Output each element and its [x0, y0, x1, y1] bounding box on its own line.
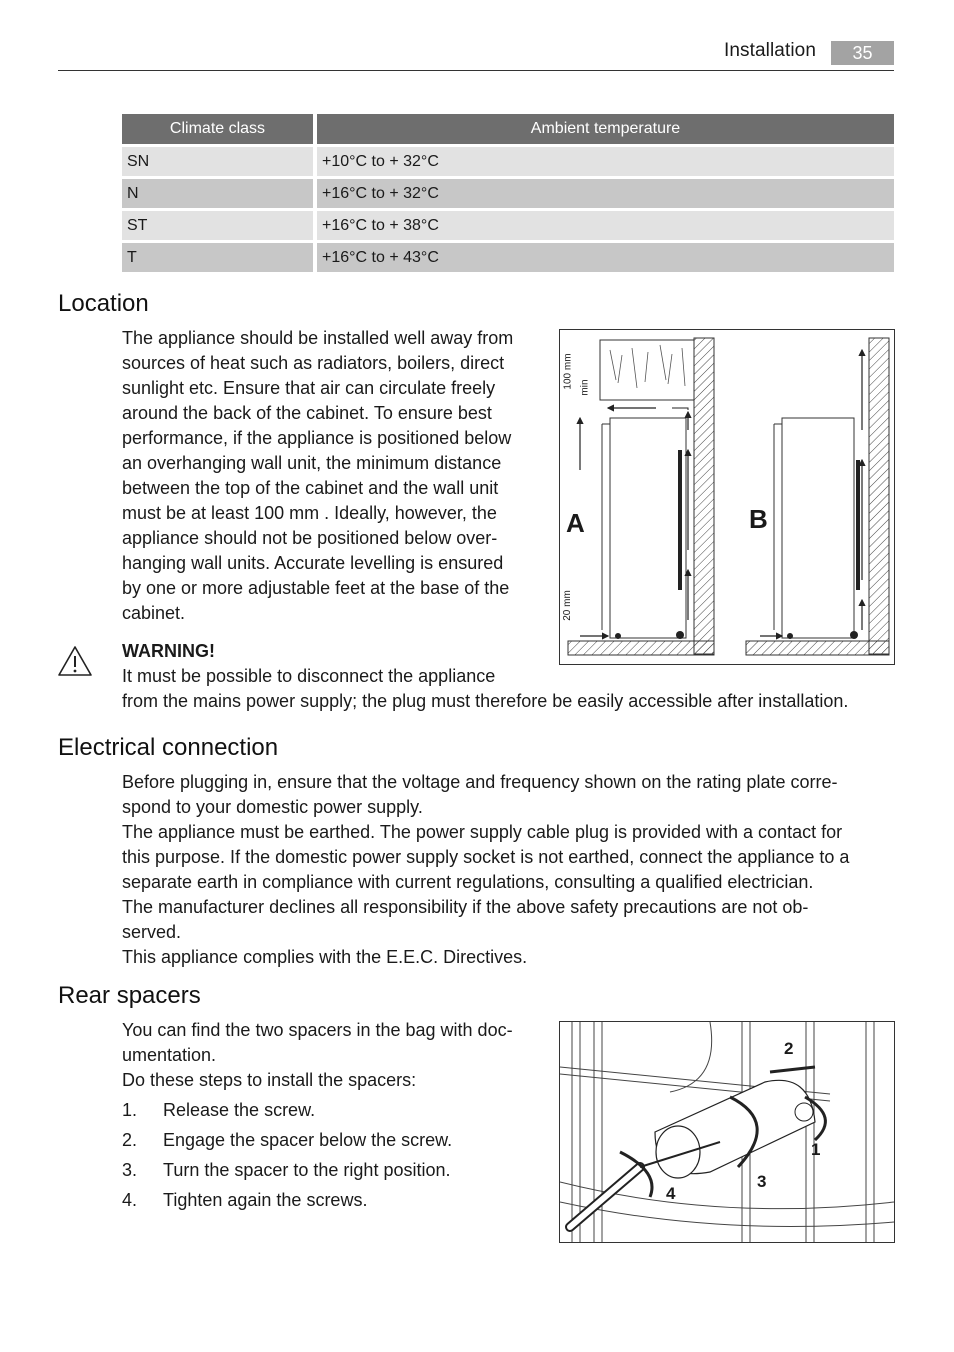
- climate-class-cell: ST: [122, 211, 313, 240]
- wall-b: [869, 338, 889, 654]
- table-row: [122, 243, 894, 272]
- list-item: 1. Release the screw.: [122, 1100, 316, 1120]
- step-label-4: 4: [666, 1184, 676, 1203]
- wall-unit: [600, 340, 694, 400]
- electrical-heading: Electrical connection: [58, 734, 279, 761]
- temperature-cell: +16°C to + 38°C: [317, 211, 894, 240]
- table-row: [122, 179, 894, 208]
- temperature-cell: +16°C to + 43°C: [317, 243, 894, 272]
- installation-steps: [122, 1098, 452, 1218]
- dimension-bottom-label: 20 mm: [561, 590, 573, 621]
- figure-label-a: A: [566, 508, 585, 538]
- step-label-3: 3: [757, 1172, 767, 1191]
- list-item: 4. Tighten again the screws.: [122, 1190, 368, 1210]
- table-header-row: [122, 114, 894, 144]
- appliance-a: [610, 418, 686, 638]
- spacer: [655, 1080, 815, 1178]
- warning-icon: [57, 645, 93, 682]
- column-header-ambient-temperature: Ambient temperature: [317, 114, 894, 144]
- table-row: [122, 147, 894, 176]
- dimension-top-sublabel: min: [579, 379, 591, 396]
- electrical-paragraph: Before plugging in, ensure that the voltage and frequency shown on the rating plate corre- spond to your domestic power supply. The appliance must be earthed. The power supply cable plug is provided with a contact for this purpose. If the domestic power supply socket is not earthed, connect the appliance to a separate earth in compliance with current regulations, consulting a qualified electrician. The manufacturer declines all responsibility if the above safety precautions are not ob- served. This appliance complies with the E.E.C. Directives.: [122, 772, 850, 967]
- figure-label-b: B: [749, 504, 768, 534]
- column-header-climate-class: Climate class: [122, 114, 313, 144]
- rear-spacer-figure: [559, 1021, 895, 1243]
- page-number: 35: [831, 41, 894, 65]
- wall-a: [694, 338, 714, 654]
- location-paragraph: The appliance should be installed well away from sources of heat such as radiators, boilers, direct sunlight etc. Ensure that air can circulate freely around the back of the cabinet. To ensure best performance, if the appliance is positioned below an overhanging wall unit, the minimum distance between the top of the cabinet and the wall unit must be at least 100 mm . Ideally, however, the appliance should not be positioned below over- hanging wall units. Accurate levelling is ensured by one or more adjustable feet at the base of the cabinet.: [122, 328, 514, 623]
- list-item: 3. Turn the spacer to the right position.: [122, 1160, 451, 1180]
- warning-title: WARNING!: [122, 641, 215, 661]
- step-label-2: 2: [784, 1039, 794, 1058]
- climate-class-cell: T: [122, 243, 313, 272]
- climate-class-cell: SN: [122, 147, 313, 176]
- warning-block: WARNING! It must be possible to disconnect the appliance from the mains power supply; the plug must therefore be easily accessible after installation.: [122, 641, 849, 711]
- temperature-cell: +16°C to + 32°C: [317, 179, 894, 208]
- climate-table: [122, 111, 894, 275]
- step-label-1: 1: [811, 1140, 821, 1159]
- section-title: Installation: [723, 40, 816, 61]
- list-item: 2. Engage the spacer below the screw.: [122, 1130, 453, 1150]
- temperature-cell: +10°C to + 32°C: [317, 147, 894, 176]
- appliance-b: [782, 418, 854, 638]
- rear-spacers-heading: Rear spacers: [58, 982, 201, 1009]
- location-heading: Location: [58, 290, 149, 317]
- header-divider: [58, 70, 894, 71]
- installation-clearance-figure: [559, 329, 895, 665]
- table-row: [122, 211, 894, 240]
- climate-class-cell: N: [122, 179, 313, 208]
- dimension-top-label: 100 mm: [562, 353, 574, 390]
- rear-spacers-intro: You can find the two spacers in the bag with doc- umentation. Do these steps to install the spacers:: [122, 1020, 513, 1090]
